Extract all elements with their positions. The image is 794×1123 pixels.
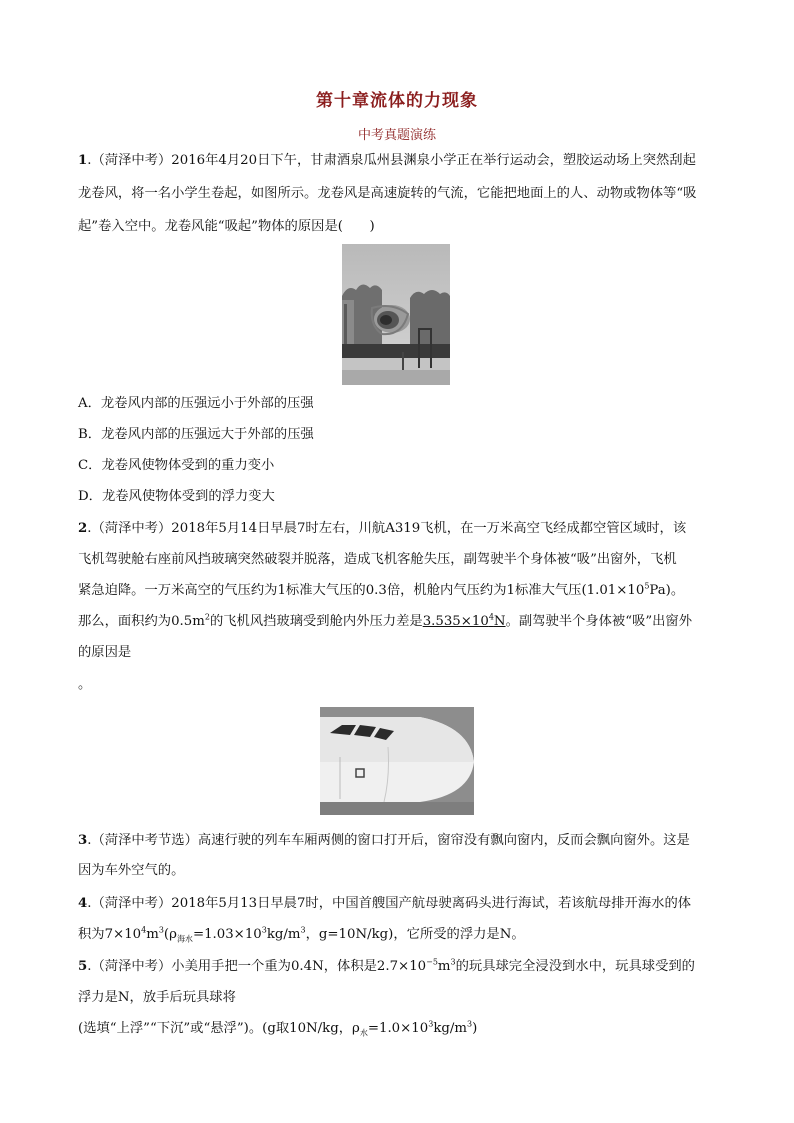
- q4-number: 4: [78, 896, 88, 911]
- q5-line-2: 浮力是N，放手后玩具球将: [78, 990, 236, 1005]
- q1-option-d: D．龙卷风使物体受到的浮力变大: [78, 489, 275, 504]
- q2-line-4: 那么，面积约为$0.5m^2$的飞机风挡玻璃受到舱内外压力差是$3.535\times 10^4N$。副驾驶半个身体被“吸”出窗外: [78, 612, 693, 629]
- tornado-image: [342, 244, 450, 385]
- q3-line-2: 因为车外空气的。: [78, 863, 185, 878]
- q4-line-1: 4.（菏泽中考）2018年5月13日早晨7时，中国首艘国产航母驶离码头进行海试，若该航母排开海水的体: [78, 896, 692, 911]
- q2-line-6: 。: [78, 677, 92, 692]
- q5-line-1: 5.（菏泽中考）小美用手把一个重为0.4N，体积是$2.7\times 10^{-5}m^3$的玩具球完全浸没到水中，玩具球受到的: [78, 957, 695, 974]
- section-subtitle: 中考真题演练: [357, 128, 436, 143]
- q1-line-2: 龙卷风，将一名小学生卷起，如图所示。龙卷风是高速旋转的气流，它能把地面上的人、动物或物体等“吸: [78, 186, 697, 201]
- q2-line-3: 紧急迫降。一万米高空的气压约为1标准大气压的0.3倍，机舱内气压约为1标准大气压$(1.01\times 10^5Pa)$。: [78, 581, 685, 598]
- q4-line-2: 积为$7\times 10^4m^3(\rho_{海水}=1.03\times 10^3kg/m^3$，g=10N/kg)，它所受的浮力是N。: [78, 925, 525, 944]
- tornado-photo: [342, 244, 450, 385]
- q2-number: 2: [78, 521, 88, 536]
- q1-option-b: B．龙卷风内部的压强远大于外部的压强: [78, 427, 314, 442]
- q1-line-3: 起”卷入空中。龙卷风能“吸起”物体的原因是( ): [78, 219, 375, 234]
- q1-option-c: C．龙卷风使物体受到的重力变小: [78, 458, 275, 473]
- q5-number: 5: [78, 959, 88, 974]
- q2-line-5: 的原因是: [78, 645, 132, 660]
- q5-line-3: (选填“上浮”“下沉”或“悬浮”)。(g取10N/kg，$\rho_水=1.0\times 10^3kg/m^3$): [78, 1019, 478, 1038]
- q2-line-2: 飞机驾驶舱右座前风挡玻璃突然破裂并脱落，造成飞机客舱失压，副驾驶半个身体被“吸”出窗外，飞机: [78, 552, 677, 567]
- page-title: 第十章流体的力现象: [316, 91, 478, 111]
- q1-line-1: 1.（菏泽中考）2016年4月20日下午，甘肃酒泉瓜州县渊泉小学正在举行运动会，塑胶运动场上突然刮起: [78, 153, 696, 168]
- q2-answer: $3.535\times 10^4N$: [422, 612, 506, 629]
- airplane-image: [320, 707, 474, 815]
- q3-number: 3: [78, 833, 88, 848]
- q3-line-1: 3.（菏泽中考节选）高速行驶的列车车厢两侧的窗口打开后，窗帘没有飘向窗内，反而会飘向窗外。这是: [78, 833, 690, 848]
- q2-line-1: 2.（菏泽中考）2018年5月14日早晨7时左右，川航A319飞机，在一万米高空飞经成都空管区域时，该: [78, 521, 687, 536]
- airplane-photo: [320, 707, 474, 815]
- q1-option-a: A．龙卷风内部的压强远小于外部的压强: [78, 396, 314, 411]
- q1-number: 1: [78, 153, 88, 168]
